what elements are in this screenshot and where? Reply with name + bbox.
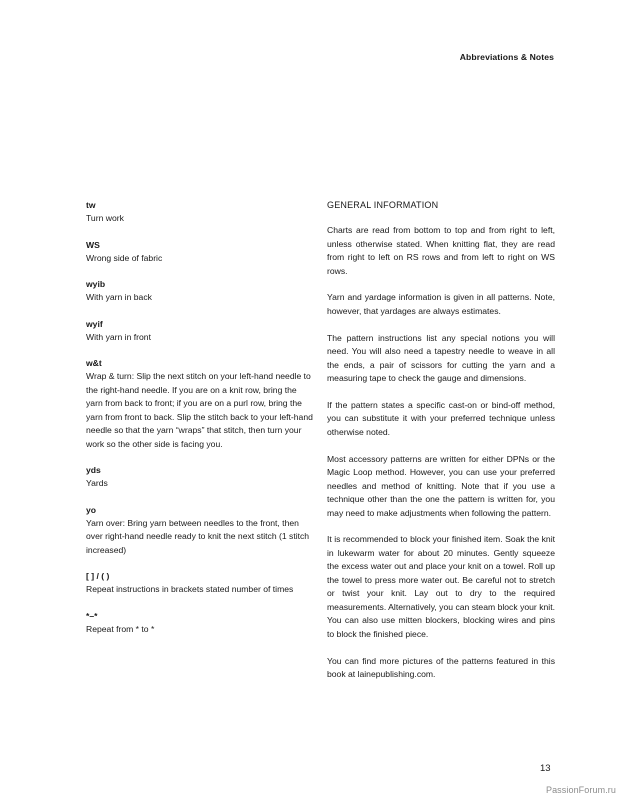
abbreviation-term: wyif xyxy=(86,318,103,329)
abbreviation-entry xyxy=(86,610,314,637)
info-paragraph: The pattern instructions list any special notions you will need. You will also need a tapestry needle to weave in all the ends, a pair of scissors for cutting the yarn and a measuring tape to check the gauge and dimensions. xyxy=(327,332,555,384)
abbreviation-entry xyxy=(86,357,314,451)
abbreviation-entry xyxy=(86,504,314,558)
page-number: 13 xyxy=(540,763,551,774)
abbreviation-definition: Repeat from * to * xyxy=(86,623,155,634)
abbreviation-term: w&t xyxy=(86,358,102,368)
info-paragraph: If the pattern states a specific cast-on or bind-off method, you can substitute it with your preferred technique unless otherwise noted. xyxy=(327,399,555,437)
abbreviation-term: wyib xyxy=(86,279,106,289)
abbreviation-term: *–* xyxy=(86,610,98,621)
abbreviations-column xyxy=(86,199,314,649)
abbreviation-entry xyxy=(86,464,314,491)
abbreviation-definition: Turn work xyxy=(86,213,124,223)
abbreviation-definition: Wrap & turn: Slip the next stitch on your left-hand needle to the right-hand needle. If you are on a knit row, bring the yarn from back to front; if you are on a purl row, bring the yarn from front to back. Slip the stitch back to your left-hand needle so that the yarn “wraps” that stitch, then turn your work so the other side is facing you. xyxy=(86,371,313,449)
abbreviation-definition: With yarn in front xyxy=(86,331,151,342)
info-paragraph: Yarn and yardage information is given in all patterns. Note, however, that yardages are always estimates. xyxy=(327,292,555,316)
abbreviation-entry xyxy=(86,239,314,266)
abbreviation-entry xyxy=(86,278,314,305)
abbreviation-entry xyxy=(86,318,314,345)
section-title: GENERAL INFORMATION xyxy=(327,200,439,210)
abbreviation-definition: With yarn in back xyxy=(86,292,152,302)
abbreviation-term: yds xyxy=(86,465,101,475)
page-header-title: Abbreviations & Notes xyxy=(459,52,554,62)
abbreviation-term: WS xyxy=(86,239,100,250)
info-paragraph: You can find more pictures of the patterns featured in this book at lainepublishing.com. xyxy=(327,655,555,680)
abbreviation-term: [ ] / ( ) xyxy=(86,571,110,581)
abbreviation-term: tw xyxy=(86,200,96,210)
info-paragraph: Most accessory patterns are written for either DPNs or the Magic Loop method. However, you can use your preferred needles and method of knitting. Note that if you use a technique other than the one the pattern is written for, you may need to make adjustments when following the pattern. xyxy=(327,453,555,518)
abbreviation-definition: Yarn over: Bring yarn between needles to the front, then over right-hand needle ready to knit the next stitch (1 stitch increased) xyxy=(86,517,310,555)
watermark-text: PassionForum.ru xyxy=(545,785,616,795)
abbreviation-term: yo xyxy=(86,504,97,515)
abbreviation-entry xyxy=(86,199,314,226)
abbreviation-definition: Repeat instructions in brackets stated number of times xyxy=(86,584,294,594)
abbreviation-definition: Yards xyxy=(86,478,108,488)
abbreviation-entry xyxy=(86,570,314,597)
general-information-section xyxy=(327,199,555,695)
info-paragraph: Charts are read from bottom to top and from right to left, unless otherwise stated. When knitting flat, they are read from right to left on RS rows and from left to right on WS rows. xyxy=(327,225,555,276)
abbreviation-definition: Wrong side of fabric xyxy=(86,252,163,263)
info-paragraph: It is recommended to block your finished item. Soak the knit in lukewarm water for about 20 minutes. Gently squeeze the excess water out and place your knit on a towel. Roll up the towel to press more water out. Be careful not to stretch or twist your knit. Lay out to dry to the required measurements. Alternatively, you can steam block your knit. You can also use mitten blockers, blocking wires and pins to block the finished piece. xyxy=(327,534,555,639)
